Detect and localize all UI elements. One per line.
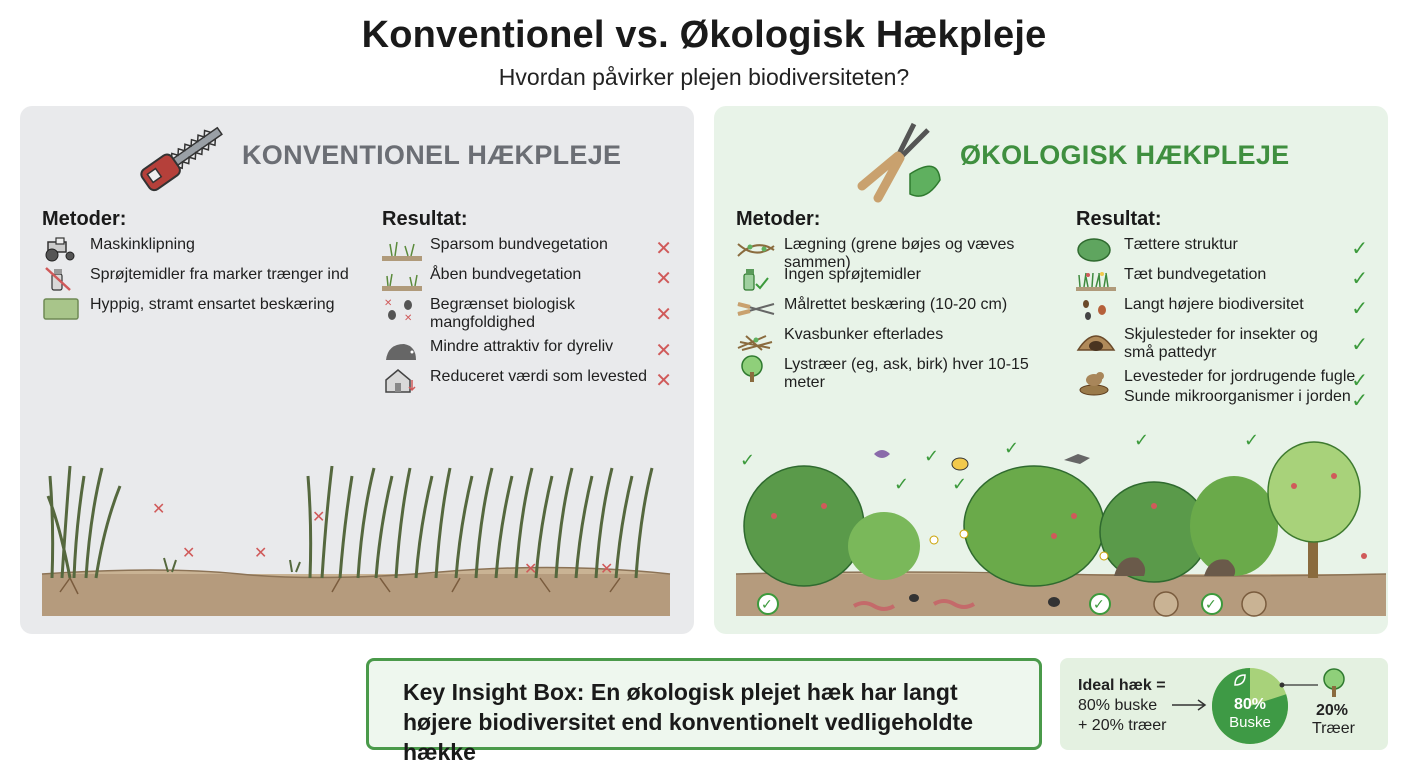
list-item: Tættere struktur ✓ — [1076, 236, 1368, 266]
conventional-results-title: Resultat: — [382, 208, 468, 230]
list-item: Mindre attraktiv for dyreliv ✕ — [382, 338, 672, 368]
ecological-methods-title: Metoder: — [736, 208, 821, 230]
svg-text:✓: ✓ — [740, 450, 756, 471]
dense-grass-icon — [1076, 266, 1116, 292]
list-item: Målrettet beskæring (10-20 cm) — [736, 296, 1066, 326]
woven-branches-icon — [736, 236, 776, 262]
svg-text:✕: ✕ — [312, 507, 326, 526]
list-item: Kvasbunker efterlades — [736, 326, 1066, 356]
check-icon: ✓ — [1351, 334, 1368, 356]
ecological-panel — [714, 106, 1388, 634]
bushes-percent: 80% — [1233, 696, 1267, 713]
leaf-icon — [1232, 672, 1248, 688]
ecological-results-list — [1076, 236, 1368, 412]
conventional-panel — [20, 106, 694, 634]
house-down-icon — [382, 368, 422, 394]
svg-text:✓: ✓ — [1093, 597, 1105, 613]
trimmed-hedge-icon — [42, 296, 82, 322]
conventional-methods-title: Metoder: — [42, 208, 127, 230]
ideal-hedge-box — [1060, 658, 1388, 750]
ecological-heading: ØKOLOGISK HÆKPLEJE — [960, 140, 1290, 170]
spray-ok-icon — [736, 266, 776, 292]
pruning-shears-leaf-icon — [854, 116, 944, 211]
list-item: Tæt bundvegetation ✓ — [1076, 266, 1368, 296]
cross-icon: ✕ — [655, 370, 672, 392]
svg-text:✓: ✓ — [924, 446, 940, 467]
list-item: Levesteder for jordrugende fugle ✓ — [1076, 368, 1368, 388]
open-ground-icon — [382, 266, 422, 292]
tractor-icon — [42, 236, 82, 262]
svg-text:✕: ✕ — [254, 543, 268, 562]
svg-text:✓: ✓ — [952, 474, 968, 495]
svg-text:✓: ✓ — [1205, 597, 1217, 613]
brush-pile-icon — [736, 326, 776, 352]
list-item: Lystræer (eg, ask, birk) hver 10-15 meter — [736, 356, 1066, 386]
tree-icon — [736, 356, 776, 382]
trees-share-label: 20% Træer — [1312, 702, 1355, 737]
svg-text:✕: ✕ — [600, 559, 614, 578]
svg-text:✕: ✕ — [152, 499, 166, 518]
cross-icon: ✕ — [655, 268, 672, 290]
svg-text:✓: ✓ — [1244, 430, 1260, 451]
conventional-heading: KONVENTIONEL HÆKPLEJE — [242, 140, 622, 170]
cross-icon: ✕ — [655, 340, 672, 362]
conventional-hedge-scene — [40, 446, 674, 616]
list-item: Sprøjtemidler fra marker trænger ind — [42, 266, 362, 296]
list-item: Hyppig, stramt ensartet beskæring — [42, 296, 362, 326]
shears-icon — [736, 296, 776, 322]
sparse-grass-icon — [382, 236, 422, 262]
insects-icon — [1076, 296, 1116, 322]
pointer-line — [1278, 680, 1318, 690]
svg-text:✓: ✓ — [761, 597, 773, 613]
key-insight-box: Key Insight Box: En økologisk plejet hæk har langt højere biodiversitet end konventionelt vedligeholdte hække — [366, 658, 1042, 750]
page-title: Konventionel vs. Økologisk Hækpleje — [361, 14, 1047, 56]
ideal-hedge-label: Ideal hæk = 80% buske + 20% træer — [1078, 677, 1167, 734]
list-item: Reduceret værdi som levested ✕ — [382, 368, 672, 398]
svg-text:✕: ✕ — [182, 543, 196, 562]
check-icon: ✓ — [1351, 268, 1368, 290]
svg-text:✕: ✕ — [404, 313, 413, 324]
list-item: Sunde mikroorganismer i jorden ✓ — [1124, 388, 1368, 412]
svg-text:✓: ✓ — [1134, 430, 1150, 451]
bugs-crossed-icon — [382, 296, 422, 322]
svg-text:✕: ✕ — [384, 298, 393, 309]
svg-text:✓: ✓ — [1004, 438, 1020, 459]
list-item: Langt højere biodiversitet ✓ — [1076, 296, 1368, 326]
list-item: Lægning (grene bøjes og væves sammen) — [736, 236, 1066, 266]
page-subtitle: Hvordan påvirker plejen biodiversiteten? — [498, 64, 910, 90]
conventional-methods-list — [42, 236, 362, 326]
small-tree-icon — [1320, 668, 1348, 698]
list-item: Ingen sprøjtemidler — [736, 266, 1066, 296]
svg-text:✕: ✕ — [524, 559, 538, 578]
cross-icon: ✕ — [655, 304, 672, 326]
dense-bush-icon — [1076, 236, 1116, 262]
hedge-trimmer-icon — [132, 116, 232, 211]
no-spray-icon — [42, 266, 82, 292]
cross-icon: ✕ — [655, 238, 672, 260]
svg-text:✓: ✓ — [894, 474, 910, 495]
arrow-right-icon — [1170, 698, 1210, 712]
check-icon: ✓ — [1351, 390, 1368, 412]
list-item: Sparsom bundvegetation ✕ — [382, 236, 672, 266]
check-icon: ✓ — [1351, 238, 1368, 260]
list-item: Skjulesteder for insekter og små pattedyr ✓ — [1076, 326, 1368, 368]
hedgehog-icon — [382, 338, 422, 364]
check-icon: ✓ — [1351, 298, 1368, 320]
ecological-methods-list — [736, 236, 1066, 391]
conventional-results-list — [382, 236, 672, 398]
ecological-hedge-scene — [734, 430, 1368, 616]
list-item: Åben bundvegetation ✕ — [382, 266, 672, 296]
check-icon: ✓ — [1351, 370, 1368, 392]
list-item: ✕ ✕ Begrænset biologisk mangfoldighed ✕ — [384, 296, 672, 331]
bushes-label: Buske — [1229, 714, 1271, 731]
list-item: Maskinklipning — [42, 236, 362, 266]
ecological-results-title: Resultat: — [1076, 208, 1162, 230]
burrow-icon — [1076, 326, 1116, 352]
